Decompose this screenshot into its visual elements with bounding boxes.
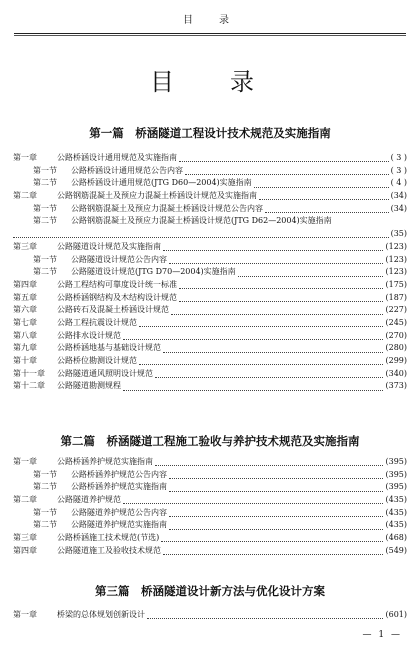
toc-entry-page: (187): [385, 292, 407, 302]
toc-leader-dots: [123, 383, 383, 391]
toc-entry-title: 公路隧道养护规范公告内容: [71, 507, 167, 517]
toc-chapter-entry[interactable]: [13, 609, 407, 622]
toc-entry-title: 公路桥涵设计通用规范公告内容: [71, 165, 183, 175]
toc-leader-dots: [163, 547, 383, 555]
toc-leader-dots: [169, 256, 383, 264]
toc-entry-title: 公路钢筋混凝土及预应力混凝土桥涵设计规范(JTG D62—2004)实施指南: [71, 216, 332, 226]
toc-entry-label: 第十一章: [13, 368, 45, 378]
toc-leader-dots: [169, 484, 383, 492]
toc-entry-label: 第十章: [13, 356, 37, 365]
toc-chapter-entry[interactable]: [13, 545, 407, 558]
toc-chapter-entry[interactable]: [13, 330, 407, 343]
toc-list-part-2: [13, 456, 407, 558]
toc-chapter-entry[interactable]: [13, 190, 407, 203]
toc-chapter-entry[interactable]: [13, 304, 407, 317]
toc-entry-title: 公路桥涵地基与基础设计规范: [57, 343, 161, 353]
toc-entry-page: (395): [385, 482, 407, 492]
toc-entry-title: 公路隧道施工及验收技术规范: [57, 545, 161, 555]
toc-entry-title: 公路桥涵养护规范公告内容: [71, 469, 167, 479]
toc-entry-label: 第二节: [33, 216, 57, 226]
toc-entry-title: 公路桥涵养护规范实施指南: [57, 457, 153, 466]
toc-entry-page: (34): [390, 203, 407, 213]
toc-list-part-1: [13, 152, 407, 393]
toc-chapter-entry[interactable]: [13, 355, 407, 368]
toc-entry-page: (123): [385, 267, 407, 277]
toc-entry-page: (435): [385, 507, 407, 517]
toc-entry-title: 公路桥涵施工技术规范(节选): [57, 533, 160, 543]
toc-section-entry[interactable]: [13, 203, 407, 216]
toc-section-entry[interactable]: [13, 481, 407, 494]
part-title-3: 第三篇 桥涵隧道设计新方法与优化设计方案: [95, 584, 325, 598]
toc-entry-label: 第八章: [13, 330, 37, 340]
toc-entry-label: 第一节: [33, 203, 57, 213]
toc-entry-label: 第四章: [13, 279, 37, 289]
toc-entry-title: 公路桥涵设计通用规范及实施指南: [57, 153, 177, 162]
toc-entry-page: (435): [385, 495, 407, 505]
toc-entry-title: 公路钢筋混凝土及预应力混凝土桥涵设计规范公告内容: [71, 203, 263, 213]
toc-entry-page: ( 3 ): [390, 153, 407, 162]
toc-entry-page: (123): [385, 241, 407, 251]
toc-leader-dots: [185, 167, 389, 175]
toc-entry-title: 公路隧道设计规范公告内容: [71, 254, 167, 264]
toc-entry-label: 第二节: [33, 267, 57, 277]
toc-leader-dots: [161, 534, 383, 542]
toc-entry-label: 第三章: [13, 533, 37, 543]
toc-leader-dots: [254, 180, 389, 188]
toc-entry-label: 第一节: [33, 254, 57, 264]
toc-leader-dots: [169, 522, 383, 530]
toc-entry-title: 公路桥涵养护规范实施指南: [71, 482, 167, 492]
toc-entry-page: (35): [390, 229, 407, 239]
toc-entry-label: 第四章: [13, 545, 37, 555]
toc-section-entry[interactable]: [13, 469, 407, 482]
header-rule: [14, 33, 406, 36]
toc-entry-page: ( 4 ): [390, 178, 407, 188]
toc-entry-title: 公路排水设计规范: [57, 330, 121, 340]
toc-entry-page: (280): [385, 343, 407, 353]
toc-section-entry[interactable]: [13, 519, 407, 532]
part-title-1: 第一篇 桥涵隧道工程设计技术规范及实施指南: [89, 126, 331, 140]
toc-section-entry[interactable]: [13, 165, 407, 178]
toc-leader-dots: [238, 269, 384, 277]
toc-entry-title: 桥梁的总体规划创新设计: [57, 610, 145, 619]
toc-leader-dots: [139, 319, 383, 327]
toc-entry-label: 第一章: [13, 153, 37, 162]
toc-chapter-entry[interactable]: [13, 292, 407, 305]
toc-entry-page: (299): [385, 356, 407, 365]
toc-section-entry[interactable]: [13, 266, 407, 279]
toc-leader-dots: [179, 294, 383, 302]
toc-entry-page: ( 3 ): [390, 165, 407, 175]
toc-entry-title: 公路隧道通风照明设计规范: [57, 368, 153, 378]
toc-entry-title: 公路钢筋混凝土及预应力混凝土桥涵设计规范及实施指南: [57, 191, 257, 201]
toc-entry-page: (34): [390, 191, 407, 201]
toc-chapter-entry[interactable]: [13, 380, 407, 393]
toc-entry-title: 公路桥位勘测设计规范: [57, 356, 137, 365]
toc-entry-title: 公路工程结构可靠度设计统一标准: [57, 279, 177, 289]
running-head: 目 录: [183, 15, 237, 26]
toc-leader-dots: [169, 509, 383, 517]
toc-entry-page: (468): [385, 533, 407, 543]
toc-chapter-entry[interactable]: [13, 494, 407, 507]
toc-entry-title: 公路隧道勘测规程: [57, 381, 121, 391]
toc-chapter-entry[interactable]: [13, 368, 407, 381]
toc-entry-label: 第九章: [13, 343, 37, 353]
toc-entry-title: 公路隧道设计规范及实施指南: [57, 241, 161, 251]
toc-section-entry[interactable]: [13, 177, 407, 190]
toc-entry-title: 公路隧道养护规范: [57, 495, 121, 505]
toc-chapter-entry[interactable]: [13, 152, 407, 165]
toc-entry-title: 公路砖石及混凝土桥涵设计规范: [57, 305, 169, 315]
toc-leader-dots: [179, 154, 389, 162]
toc-leader-dots: [147, 611, 383, 619]
toc-entry-title: 公路工程抗震设计规范: [57, 317, 137, 327]
toc-leader-dots: [179, 281, 383, 289]
toc-leader-dots: [259, 192, 389, 200]
page-number: — 1 —: [362, 630, 402, 640]
toc-chapter-entry[interactable]: [13, 532, 407, 545]
toc-section-entry[interactable]: [13, 215, 407, 240]
toc-entry-page: (435): [385, 520, 407, 530]
toc-entry-label: 第三章: [13, 241, 37, 251]
toc-entry-page: (549): [385, 545, 407, 555]
toc-leader-dots: [139, 357, 383, 365]
toc-entry-label: 第二节: [33, 482, 57, 492]
toc-section-entry[interactable]: [13, 254, 407, 267]
toc-list-part-3: [13, 609, 407, 622]
toc-entry-page: (395): [385, 457, 407, 466]
toc-leader-dots: [163, 243, 383, 251]
toc-entry-label: 第二节: [33, 520, 57, 530]
toc-leader-dots: [155, 370, 383, 378]
toc-leader-dots: [171, 307, 383, 315]
toc-entry-label: 第一章: [13, 610, 37, 619]
toc-section-entry[interactable]: [13, 507, 407, 520]
toc-entry-label: 第一节: [33, 507, 57, 517]
toc-entry-title: 公路桥涵设计通用规范(JTG D60—2004)实施指南: [71, 178, 252, 188]
toc-entry-page: (123): [385, 254, 407, 264]
toc-leader-dots: [265, 205, 389, 213]
toc-leader-dots: [123, 332, 383, 340]
toc-chapter-entry[interactable]: [13, 317, 407, 330]
toc-leader-dots: [123, 496, 383, 504]
toc-entry-title: 公路桥涵钢结构及木结构设计规范: [57, 292, 177, 302]
toc-leader-dots: [13, 230, 389, 238]
toc-chapter-entry[interactable]: [13, 456, 407, 469]
toc-entry-page: (340): [385, 368, 407, 378]
toc-leader-dots: [169, 471, 383, 479]
toc-entry-title: 公路隧道设计规范(JTG D70—2004)实施指南: [71, 267, 236, 277]
toc-entry-label: 第五章: [13, 292, 37, 302]
toc-entry-label: 第二节: [33, 178, 57, 188]
toc-entry-label: 第二章: [13, 495, 37, 505]
toc-entry-label: 第二章: [13, 191, 37, 201]
toc-entry-label: 第一节: [33, 165, 57, 175]
toc-chapter-entry[interactable]: [13, 279, 407, 292]
toc-entry-title: 公路隧道养护规范实施指南: [71, 520, 167, 530]
toc-entry-label: 第七章: [13, 317, 37, 327]
toc-entry-page: (227): [385, 305, 407, 315]
toc-entry-label: 第十二章: [13, 381, 45, 391]
toc-entry-label: 第六章: [13, 305, 37, 315]
toc-entry-page: (270): [385, 330, 407, 340]
part-title-2: 第二篇 桥涵隧道工程施工验收与养护技术规范及实施指南: [60, 434, 360, 448]
toc-entry-label: 第一节: [33, 469, 57, 479]
toc-entry-page: (175): [385, 279, 407, 289]
toc-leader-dots: [163, 345, 383, 353]
toc-entry-label: 第一章: [13, 457, 37, 466]
page-title: 目 录: [150, 68, 270, 96]
toc-entry-page: (601): [385, 610, 407, 619]
toc-entry-page: (373): [385, 381, 407, 391]
toc-entry-page: (395): [385, 469, 407, 479]
toc-chapter-entry[interactable]: [13, 241, 407, 254]
toc-entry-page: (245): [385, 317, 407, 327]
toc-leader-dots: [155, 458, 383, 466]
toc-chapter-entry[interactable]: [13, 342, 407, 355]
